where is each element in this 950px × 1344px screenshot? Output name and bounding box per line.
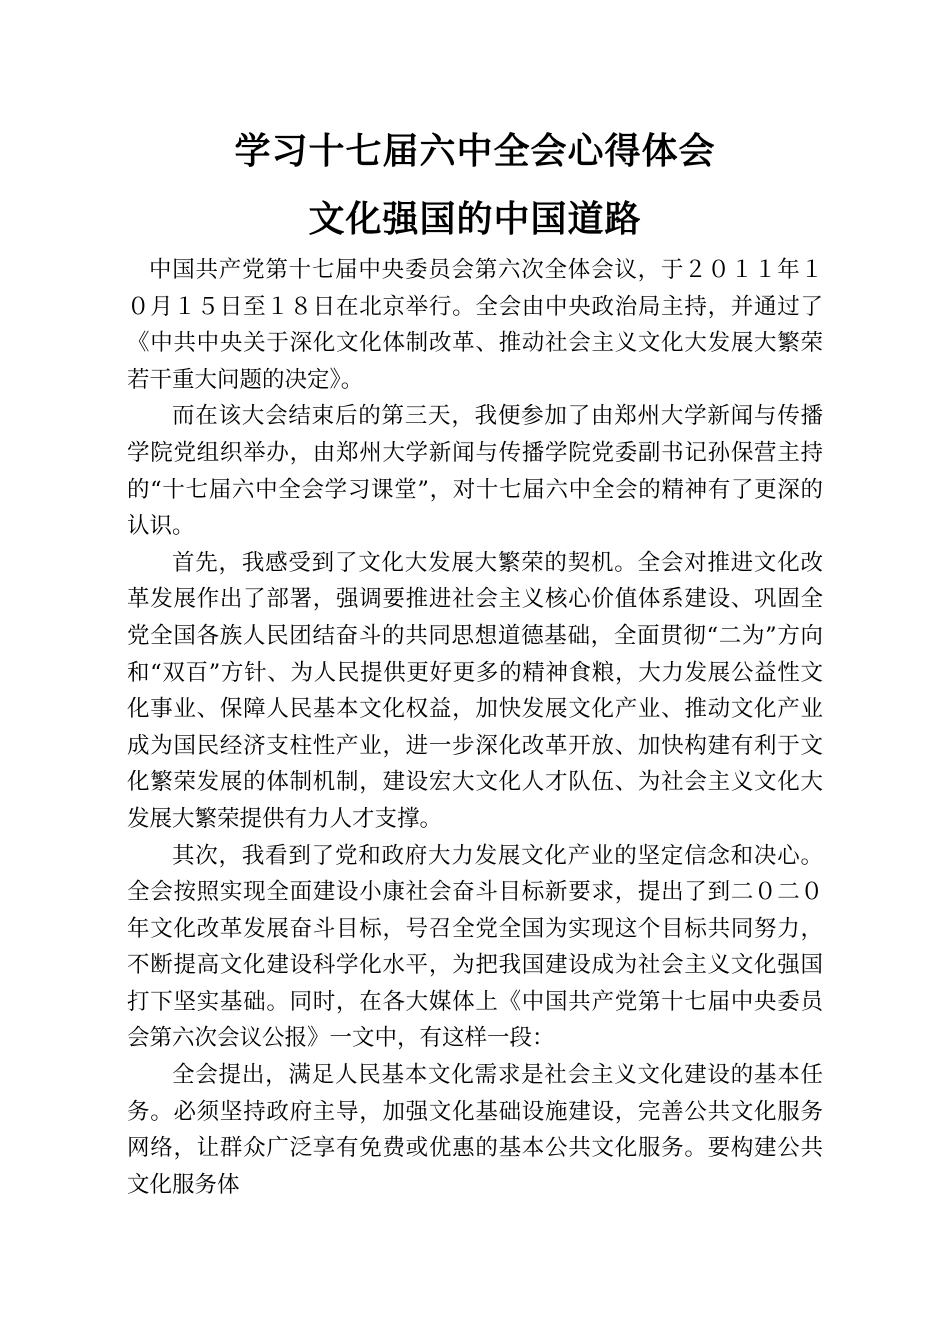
document-body xyxy=(127,252,823,1203)
paragraph: 其次，我看到了党和政府大力发展文化产业的坚定信念和决心。全会按照实现全面建设小康社会奋斗目标新要求，提出了到二０二０年文化改革发展奋斗目标，号召全党全国为实现这个目标共同努力，不断提高文化建设科学化水平，为把我国建设成为社会主义文化强国打下坚实基础。同时，在各大媒体上《中国共产党第十七届中央委员会第六次会议公报》一文中，有这样一段： xyxy=(127,842,823,1052)
document-title: 学习十七届六中全会心得体会 xyxy=(234,131,716,172)
paragraph: 而在该大会结束后的第三天，我便参加了由郑州大学新闻与传播学院党组织举办，由郑州大学新闻与传播学院党委副书记孙保营主持的“十七届六中全会学习课堂”，对十七届六中全会的精神有了更深的认识。 xyxy=(127,403,823,540)
document-subtitle: 文化强国的中国道路 xyxy=(308,199,642,240)
paragraph: 首先，我感受到了文化大发展大繁荣的契机。全会对推进文化改革发展作出了部署，强调要推进社会主义核心价值体系建设、巩固全党全国各族人民团结奋斗的共同思想道德基础，全面贯彻“二为”方向和“双百”方针、为人民提供更好更多的精神食粮，大力发展公益性文化事业、保障人民基本文化权益，加快发展文化产业、推动文化产业成为国民经济支柱性产业，进一步深化改革开放、加快构建有利于文化繁荣发展的体制机制，建设宏大文化人才队伍、为社会主义文化大发展大繁荣提供有力人才支撑。 xyxy=(127,549,823,832)
paragraph: 中国共产党第十七届中央委员会第六次全体会议，于２０１１年１０月１５日至１８日在北京举行。全会由中央政治局主持，并通过了《中共中央关于深化文化体制改革、推动社会主义文化大发展大繁荣若干重大问题的决定》。 xyxy=(127,257,823,393)
paragraph: 全会提出，满足人民基本文化需求是社会主义文化建设的基本任务。必须坚持政府主导，加强文化基础设施建设，完善公共文化服务网络，让群众广泛享有免费或优惠的基本公共文化服务。要构建公共文化服务体 xyxy=(127,1062,823,1198)
